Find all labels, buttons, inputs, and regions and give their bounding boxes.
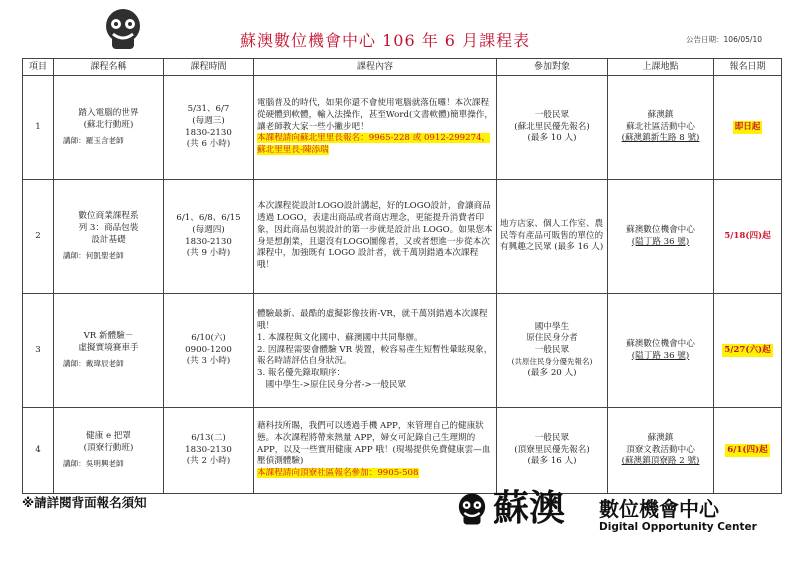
audience-cell <box>497 294 608 408</box>
course-name-cell <box>54 76 164 180</box>
item-number: 4 <box>23 408 54 494</box>
content-list-item: 3. 報名優先錄取順序： <box>257 368 346 379</box>
content-list-item: 1. 本課程與文化國中、蘇澳國中共同舉辦。 <box>257 332 423 343</box>
signup-date: 5/27(六)起 <box>722 344 772 358</box>
location: 蘇北社區活動中心 <box>626 121 695 132</box>
brand-name: 蘇澳 <box>493 488 566 529</box>
location: 蘇澳數位機會中心 <box>626 338 695 349</box>
course-time: (每週四) <box>192 224 225 235</box>
course-time: (共 9 小時) <box>186 248 231 259</box>
course-content-cell <box>254 180 497 294</box>
location: 蘇澳鎮 <box>647 109 674 120</box>
course-schedule-table <box>22 58 782 494</box>
course-name-cell <box>54 408 164 494</box>
column-header: 項目 <box>23 59 54 76</box>
course-time: 1830-2130 <box>185 444 232 455</box>
course-name: 踏入電腦的世界 <box>78 108 139 119</box>
signup-date-cell <box>714 408 782 494</box>
item-number: 2 <box>23 180 54 294</box>
course-name: 虛擬實境賽車手 <box>78 343 139 354</box>
audience: (頂寮里民優先報名) <box>514 444 590 455</box>
audience: (共原住民身分優先報名) <box>511 357 593 367</box>
table-row <box>23 294 782 408</box>
signup-date-cell <box>714 294 782 408</box>
column-header: 課程內容 <box>254 59 497 76</box>
course-time: (每週三) <box>192 115 225 126</box>
column-header: 課程時間 <box>164 59 254 76</box>
course-time: 5/31、6/7 <box>187 103 230 114</box>
course-name: (頂寮行動班) <box>83 443 134 454</box>
smiley-logo-icon <box>101 7 145 51</box>
location: 頂寮文教活動中心 <box>626 444 695 455</box>
audience-cell <box>497 76 608 180</box>
course-time-cell <box>164 408 254 494</box>
location: 蘇澳鎮 <box>647 432 674 443</box>
location: (隘丁路 36 號) <box>631 350 690 361</box>
course-name-cell <box>54 294 164 408</box>
audience: 原住民身分者 <box>526 333 578 344</box>
smiley-logo-icon <box>455 492 489 526</box>
location-cell <box>608 76 714 180</box>
location-cell <box>608 180 714 294</box>
course-time: 6/1、6/8、6/15 <box>176 212 241 223</box>
location-cell <box>608 294 714 408</box>
signup-date-cell <box>714 180 782 294</box>
course-time: 6/10(六) <box>191 332 226 343</box>
teacher-name: 講師：何凱聖老師 <box>63 251 124 261</box>
signup-date: 5/18(四)起 <box>724 230 771 241</box>
table-header-row <box>23 59 782 76</box>
publish-date: 公告日期：106/05/10 <box>686 35 762 44</box>
item-number: 3 <box>23 294 54 408</box>
table-row <box>23 408 782 494</box>
audience: 一般民眾 <box>534 109 570 120</box>
course-content: 體驗最新、最酷的虛擬影像技術-VR，就千萬別錯過本次課程哦！ <box>257 308 488 331</box>
column-header: 課程名稱 <box>54 59 164 76</box>
audience: (最多 10 人) <box>527 133 577 144</box>
course-time: 1830-2130 <box>185 127 232 138</box>
location: 蘇澳數位機會中心 <box>626 224 695 235</box>
course-name-cell <box>54 180 164 294</box>
audience: (最多 20 人) <box>527 367 577 378</box>
page-title: 蘇澳數位機會中心 106 年 6 月課程表 <box>240 31 531 50</box>
course-time-cell <box>164 76 254 180</box>
content-list-item: 國中學生->原住民身分者->一般民眾 <box>257 380 407 391</box>
course-time: (共 3 小時) <box>186 356 231 367</box>
location: (蘇澳鎮頂寮路 2 號) <box>621 456 700 467</box>
course-name: 健康 e 把罩 <box>86 431 131 442</box>
footnote: ※請詳閱背面報名須知 <box>22 495 147 510</box>
course-time-cell <box>164 294 254 408</box>
course-content: 本次課程從設計LOGO設計講起，好的LOGO設計，會讓商品透過 LOGO，表達出商品或者商店理念，更能提升消費者印象，因此商品包裝設計的第一步就是設計出 LOGO。如果您本身是想創業，且還沒有LOGO圖像者，又或者想進一步從本次課程中，加強既有 LOGO 設計者，就千萬別錯過本次課程哦！ <box>257 200 493 271</box>
course-content-cell <box>254 294 497 408</box>
audience: 地方店家、個人工作室、農民等有產品可販售的單位的有興趣之民眾 (最多 16 人) <box>500 218 604 253</box>
audience: 一般民眾 <box>534 345 570 356</box>
course-content-cell <box>254 76 497 180</box>
course-name: VR 新體驗－ <box>83 331 134 342</box>
course-name: 數位商業課程系 <box>78 211 139 222</box>
brand-english: Digital Opportunity Center <box>599 521 757 533</box>
course-name: (蘇北行動班) <box>83 120 134 131</box>
course-content: 電腦普及的時代，如果你還不會使用電腦就落伍囉！本次課程從硬體到軟體，輸入法操作，甚至Word(文書軟體)簡單操作，讓老師教大家一些小撇步吧！ <box>257 97 493 132</box>
course-time: 1830-2130 <box>185 236 232 247</box>
audience: 國中學生 <box>534 321 570 332</box>
course-name: 列 3：商品包裝 <box>78 223 139 234</box>
course-time: 6/13(二) <box>191 432 226 443</box>
signup-note: 本課程請向頂寮社區報名參加：9905-508 <box>257 468 419 479</box>
table-row <box>23 76 782 180</box>
course-content: 藉科技所賜，我們可以透過手機 APP，來管理自己的健康狀態。本次課程將帶來熱量 APP，婦女可記錄自己生理期的 APP，以及一些實用健康 APP 哦！(現場提供免費健康雲—血壓偵測體驗) <box>257 420 491 467</box>
column-header: 上課地點 <box>608 59 714 76</box>
audience: (最多 16 人) <box>527 456 577 467</box>
course-time: (共 2 小時) <box>186 456 231 467</box>
signup-date: 即日起 <box>733 121 763 135</box>
course-content-cell <box>254 408 497 494</box>
teacher-name: 講師：吳明興老師 <box>63 459 124 469</box>
course-time-cell <box>164 180 254 294</box>
audience-cell <box>497 180 608 294</box>
location-cell <box>608 408 714 494</box>
table-row <box>23 180 782 294</box>
brand-subtitle: 數位機會中心 <box>599 497 719 521</box>
content-list-item: 2. 因課程需要會體驗 VR 裝置，較容易產生短暫性暈眩現象，報名時請評估自身狀況。 <box>257 344 493 367</box>
course-time: (共 6 小時) <box>186 139 231 150</box>
audience: (蘇北里民優先報名) <box>514 121 590 132</box>
teacher-name: 講師：羅玉含老師 <box>63 136 124 146</box>
column-header: 報名日期 <box>714 59 782 76</box>
signup-date-cell <box>714 76 782 180</box>
item-number: 1 <box>23 76 54 180</box>
teacher-name: 講師：戴瑋辰老師 <box>63 359 124 369</box>
course-time: 0900-1200 <box>185 344 232 355</box>
location: (隘丁路 36 號) <box>631 236 690 247</box>
signup-note: 本課程請向蘇北里里長報名：9965-228 或 0912-299274，蘇北里里長-陳添瑞 <box>257 133 491 156</box>
location: (蘇澳鎮新生路 8 號) <box>621 133 700 144</box>
column-header: 參加對象 <box>497 59 608 76</box>
signup-date: 6/1(四)起 <box>725 444 769 458</box>
audience: 一般民眾 <box>534 432 570 443</box>
course-name: 設計基礎 <box>91 235 126 246</box>
